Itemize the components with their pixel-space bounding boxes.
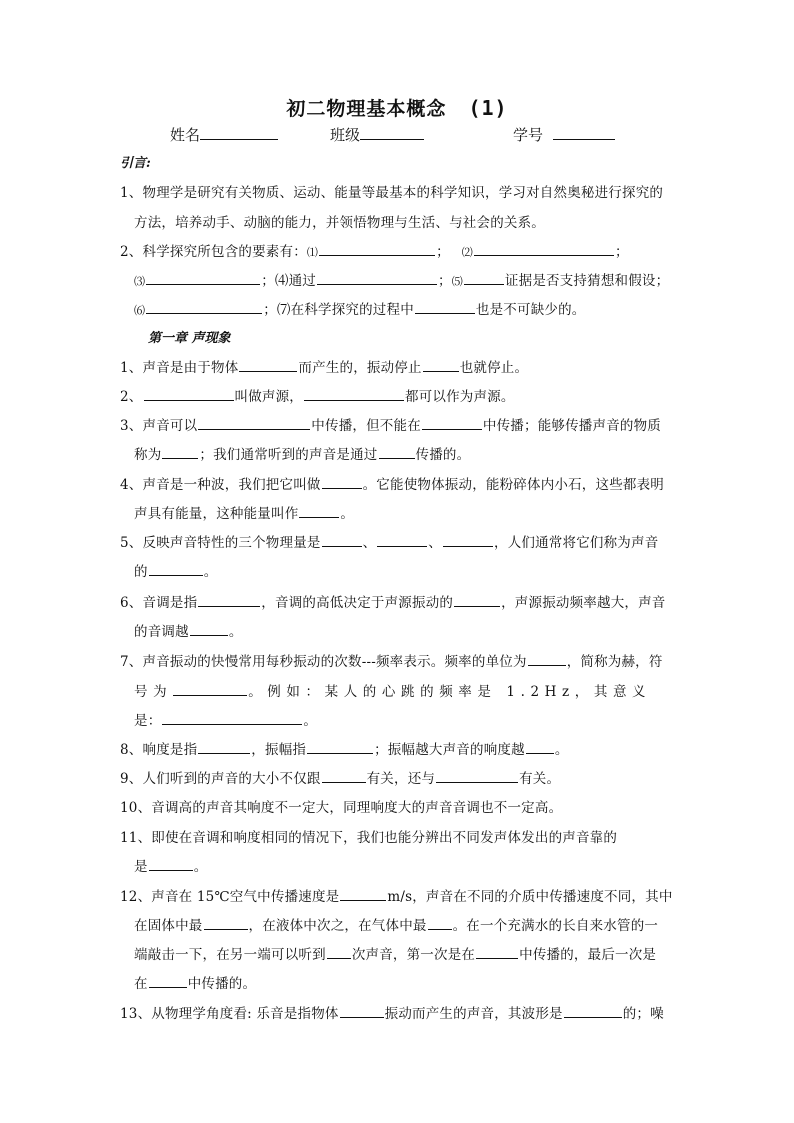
question-5-line1 xyxy=(120,531,658,551)
question-7-line2 xyxy=(134,680,651,700)
q-text: 。 xyxy=(193,859,208,875)
answer-blank[interactable] xyxy=(327,946,351,959)
q-text: 。 xyxy=(340,506,355,522)
q-text: 中传播，但不能在 xyxy=(311,418,421,434)
page-title xyxy=(0,94,794,121)
q-text: 端敲击一下，在另一端可以听到 xyxy=(134,947,326,963)
answer-blank[interactable] xyxy=(144,388,234,401)
q-text: ；振幅越大声音的响度越 xyxy=(374,742,525,758)
q-marker: ⑶ xyxy=(134,275,146,288)
q-text: 2、科学探究所包含的要素有： xyxy=(120,244,307,260)
answer-blank[interactable] xyxy=(340,888,386,901)
q-text: 。 xyxy=(303,713,318,729)
answer-blank[interactable] xyxy=(428,917,452,930)
question-5-line2 xyxy=(134,560,217,580)
q-text: 、 xyxy=(362,535,377,551)
q-text: 3、声音可以 xyxy=(120,418,198,434)
title-text: 初二物理基本概念 xyxy=(286,98,447,120)
answer-blank[interactable] xyxy=(304,388,404,401)
intro-q2-line3: ⑹ ；⑺在科学探究的过程中 也是不可缺少的。 xyxy=(134,302,586,318)
answer-blank[interactable] xyxy=(322,476,362,489)
answer-blank[interactable] xyxy=(474,243,614,256)
q-text: 证据是否支持猜想和假设； xyxy=(504,273,670,289)
answer-blank[interactable] xyxy=(146,301,262,314)
question-8 xyxy=(120,738,569,758)
q-text: ，简称为赫，符 xyxy=(566,654,663,670)
q-marker: ⑹ xyxy=(134,304,146,317)
answer-blank[interactable] xyxy=(173,683,247,696)
q-marker: ⑵ xyxy=(461,246,473,259)
question-12-line1 xyxy=(120,885,673,905)
answer-blank[interactable] xyxy=(307,741,373,754)
answer-blank[interactable] xyxy=(299,505,339,518)
answer-blank[interactable] xyxy=(423,359,459,372)
q-text: 7、声音振动的快慢常用每秒振动的次数---频率表示。频率的单位为 xyxy=(120,654,527,670)
q-text: 1、声音是由于物体 xyxy=(120,360,239,376)
answer-blank[interactable] xyxy=(149,975,187,988)
q-marker: ⑸ xyxy=(451,275,463,288)
chapter-heading: 第一章 声现象 xyxy=(148,331,231,346)
question-12-line2 xyxy=(134,914,658,934)
answer-blank[interactable] xyxy=(415,301,475,314)
q-text: 是： xyxy=(134,713,162,729)
question-12-line3 xyxy=(134,943,656,963)
q-text: 的；噪 xyxy=(622,1006,664,1022)
answer-blank[interactable] xyxy=(146,272,260,285)
q-text: 在 xyxy=(134,976,148,992)
q-text: 叫做声源， xyxy=(234,389,303,405)
question-11-line2 xyxy=(134,855,207,875)
title-number: (1) xyxy=(468,96,508,120)
question-13-line1 xyxy=(120,1002,664,1022)
answer-blank[interactable] xyxy=(379,446,415,459)
q-text: 6、音调是指 xyxy=(120,595,198,611)
q-text: 4、声音是一种波，我们把它叫做 xyxy=(120,477,321,493)
q-text: 的音调越 xyxy=(134,624,189,640)
answer-blank[interactable] xyxy=(149,563,203,576)
question-4-line2 xyxy=(134,502,354,522)
answer-blank[interactable] xyxy=(377,534,427,547)
answer-blank[interactable] xyxy=(239,359,297,372)
intro-q2-line2: ⑶ ；⑷通过 ；⑸ 证据是否支持猜想和假设； xyxy=(134,273,670,289)
question-6-line1 xyxy=(120,591,666,611)
answer-blank[interactable] xyxy=(149,858,193,871)
name-blank[interactable] xyxy=(200,125,278,140)
q-text: 13、从物理学角度看: 乐音是指物体 xyxy=(120,1006,339,1022)
q-text: 有关，还与 xyxy=(366,771,436,787)
answer-blank[interactable] xyxy=(198,741,250,754)
answer-blank[interactable] xyxy=(198,417,310,430)
q-text: ，在液体中次之，在气体中最 xyxy=(248,918,427,934)
q-text: ⑺在科学探究的过程中 xyxy=(276,302,414,318)
q-text: 中传播的。 xyxy=(187,976,257,992)
q-text: 称为 xyxy=(134,447,162,463)
id-label: 学号 xyxy=(513,126,544,144)
q-text: 也就停止。 xyxy=(459,360,529,376)
answer-blank[interactable] xyxy=(476,946,518,959)
question-7-line1 xyxy=(120,650,663,670)
q-text: 。它能使物体振动，能粉碎体内小石，这些都表明 xyxy=(362,477,664,493)
answer-blank[interactable] xyxy=(319,243,435,256)
q-text: 。在一个充满水的长自来水管的一 xyxy=(452,918,659,934)
answer-blank[interactable] xyxy=(436,770,518,783)
question-1 xyxy=(120,356,528,376)
question-3-line2 xyxy=(134,443,470,463)
q-text: 9、人们听到的声音的大小不仅跟 xyxy=(120,771,321,787)
answer-blank[interactable] xyxy=(443,534,493,547)
class-field[interactable] xyxy=(330,124,424,145)
q-text: 12、声音在 15℃空气中传播速度是 xyxy=(120,889,340,905)
q-text: 都可以作为声源。 xyxy=(405,389,515,405)
id-blank[interactable] xyxy=(553,125,615,140)
q-text: 5、反映声音特性的三个物理量是 xyxy=(120,535,321,551)
q-text: 8、响度是指 xyxy=(120,742,198,758)
question-6-line2 xyxy=(134,620,243,640)
q-text: 2、 xyxy=(120,389,143,405)
answer-blank[interactable] xyxy=(322,770,366,783)
answer-blank[interactable] xyxy=(322,534,362,547)
q-text: ，人们通常将它们称为声音 xyxy=(494,535,659,551)
q-text: 也是不可缺少的。 xyxy=(475,302,586,318)
q-text: ，声源振动频率越大，声音 xyxy=(501,595,666,611)
answer-blank[interactable] xyxy=(162,712,302,725)
answer-blank[interactable] xyxy=(526,741,554,754)
q-text: 的 xyxy=(134,564,148,580)
answer-blank[interactable] xyxy=(204,917,248,930)
question-2 xyxy=(120,385,515,405)
name-field[interactable] xyxy=(170,124,278,145)
answer-blank[interactable] xyxy=(198,594,260,607)
answer-blank[interactable] xyxy=(340,1005,384,1018)
question-10: 10、音调高的声音其响度不一定大，同理响度大的声音音调也不一定高。 xyxy=(120,800,563,816)
q-text: 而产生的，振动停止 xyxy=(298,360,422,376)
q-text: 次声音，第一次是在 xyxy=(351,947,476,963)
id-field[interactable] xyxy=(513,124,615,145)
q-text: 。 xyxy=(203,564,218,580)
class-label: 班级 xyxy=(330,126,361,144)
intro-q1-line1: 1、物理学是研究有关物质、运动、能量等最基本的科学知识，学习对自然奥秘进行探究的 xyxy=(120,185,664,201)
question-7-line3 xyxy=(134,709,317,729)
intro-q2-line1: 2、科学探究所包含的要素有：⑴ ； ⑵ ； xyxy=(120,244,629,260)
question-11-line1: 11、即使在音调和响度相同的情况下，我们也能分辨出不同发声体发出的声音靠的 xyxy=(120,830,618,846)
q-text: m/s，声音在不同的介质中传播速度不同，其中 xyxy=(387,889,673,905)
q-text: ，音调的高低决定于声源振动的 xyxy=(261,595,454,611)
question-4-line1 xyxy=(120,473,664,493)
q-text: 、 xyxy=(428,535,442,551)
class-blank[interactable] xyxy=(360,125,424,140)
question-9 xyxy=(120,767,560,787)
q-marker: ⑴ xyxy=(306,246,319,259)
q-text: 传播的。 xyxy=(415,447,471,463)
answer-blank[interactable] xyxy=(564,1005,622,1018)
question-3-line1 xyxy=(120,414,661,434)
q-text: 有关。 xyxy=(519,771,561,787)
answer-blank[interactable] xyxy=(454,594,500,607)
q-text: 。 xyxy=(228,624,243,640)
q-text: 号为 xyxy=(134,684,173,700)
q-text: ，振幅指 xyxy=(251,742,307,758)
answer-blank[interactable] xyxy=(528,653,566,666)
answer-blank[interactable] xyxy=(190,623,228,636)
answer-blank[interactable] xyxy=(317,272,437,285)
answer-blank[interactable] xyxy=(422,417,482,430)
q-text: 。 xyxy=(554,742,569,758)
answer-blank[interactable] xyxy=(162,446,198,459)
name-label: 姓名 xyxy=(170,126,201,144)
answer-blank[interactable] xyxy=(464,272,504,285)
intro-q1-line2: 方法，培养动手、动脑的能力，并领悟物理与生活、与社会的关系。 xyxy=(134,215,545,231)
q-text: 中传播；能够传播声音的物质 xyxy=(482,418,662,434)
q-text: 。例如：某人的心跳的频率是 1.2Hz，其意义 xyxy=(248,684,652,700)
q-text: 在固体中最 xyxy=(134,918,203,934)
q-text: ；我们通常听到的声音是通过 xyxy=(199,447,378,463)
intro-heading: 引言: xyxy=(120,156,151,171)
q-text: 中传播的，最后一次是 xyxy=(519,947,657,963)
q-text: 声具有能量，这种能量叫作 xyxy=(134,506,299,522)
q-text: 是 xyxy=(134,859,148,875)
question-12-line4 xyxy=(134,972,256,992)
q-text: ⑷通过 xyxy=(274,273,317,289)
q-text: 振动而产生的声音，其波形是 xyxy=(384,1006,563,1022)
